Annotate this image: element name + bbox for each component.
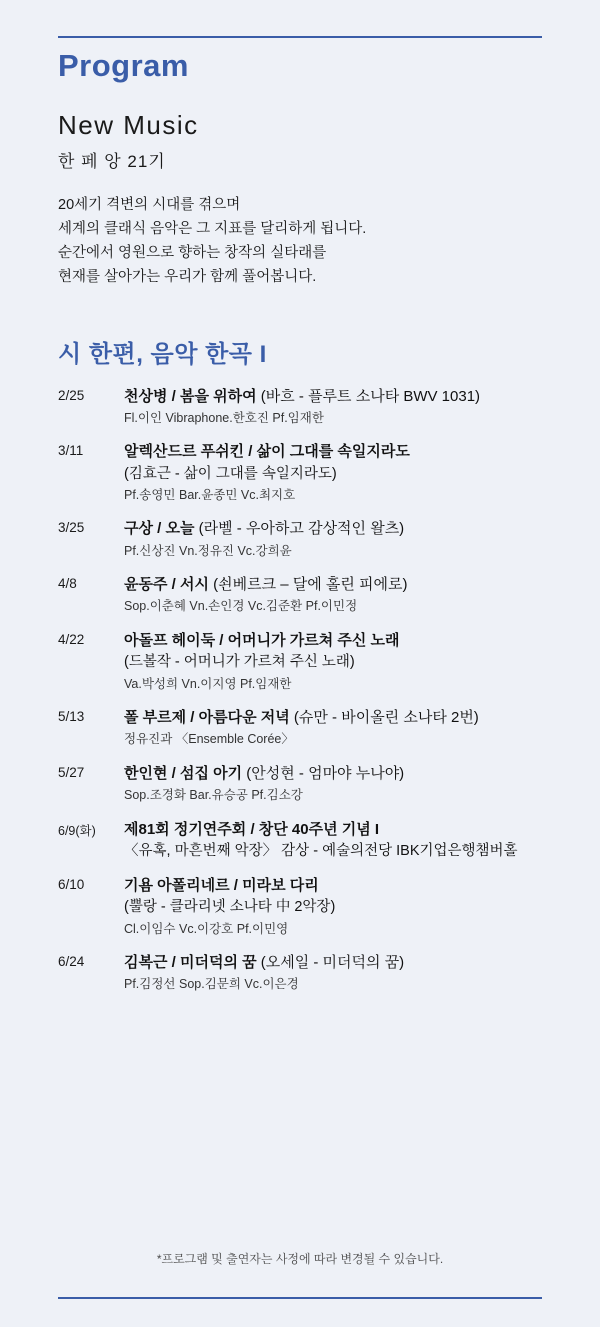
section-heading: 시 한편, 음악 한곡 I xyxy=(58,340,267,368)
item-title xyxy=(124,764,542,784)
item-title-light: (라벨 - 우아하고 감상적인 왈츠) xyxy=(198,520,405,538)
item-performers: Fl.이인 Vibraphone.한호진 Pf.임재한 xyxy=(124,410,324,425)
list-item xyxy=(58,631,542,693)
list-item xyxy=(58,820,542,862)
item-title-bold: 구상 / 오늘 xyxy=(124,520,199,538)
item-title xyxy=(124,820,542,840)
program-list xyxy=(58,387,542,994)
list-item xyxy=(58,442,542,504)
item-subtitle: (드볼작 - 어머니가 가르쳐 주신 노래) xyxy=(124,654,355,671)
item-title-bold: 한인현 / 섬집 아기 xyxy=(124,764,247,782)
item-performers: Va.박성희 Vn.이지영 Pf.임재한 xyxy=(124,676,292,691)
page-title: Program xyxy=(58,48,189,83)
item-performers: Cl.이임수 Vc.이강호 Pf.이민영 xyxy=(124,921,289,936)
item-title xyxy=(124,575,542,595)
item-title xyxy=(124,876,542,896)
item-body xyxy=(124,820,542,862)
item-body xyxy=(124,708,542,749)
intro-line-4: 현재를 살아가는 우리가 함께 풀어봅니다. xyxy=(58,268,317,285)
item-title-bold: 천상병 / 봄을 위하여 xyxy=(124,387,261,405)
item-date: 2/25 xyxy=(58,387,85,403)
item-body xyxy=(124,953,542,994)
item-title-light: (바흐 - 플루트 소나타 BWV 1031) xyxy=(260,387,481,405)
item-title-bold: 제81회 정기연주회 / 창단 40주년 기념 I xyxy=(124,820,380,838)
item-performers: Pf.김정선 Sop.김문희 Vc.이은경 xyxy=(124,977,299,992)
item-performers: Pf.신상진 Vn.정유진 Vc.강희윤 xyxy=(124,543,292,558)
item-body xyxy=(124,876,542,938)
item-date: 6/24 xyxy=(58,954,85,970)
item-performers: Sop.조경화 Bar.유승공 Pf.김소강 xyxy=(124,788,303,803)
item-body xyxy=(124,519,542,560)
footnote: *프로그램 및 출연자는 사정에 따라 변경될 수 있습니다. xyxy=(156,1252,444,1266)
intro-line-1: 20세기 격변의 시대를 겪으며 xyxy=(58,197,241,213)
item-body xyxy=(124,387,542,428)
series-title: New Music xyxy=(58,110,199,140)
list-item xyxy=(58,876,542,938)
item-subtitle: (김효근 - 삶이 그대를 속일지라도) xyxy=(124,465,337,482)
item-title-bold: 아돌프 헤이둑 / 어머니가 가르쳐 주신 노래 xyxy=(124,631,400,649)
item-body xyxy=(124,631,542,693)
intro-text xyxy=(58,194,542,290)
item-performers: Sop.이춘혜 Vn.손인경 Vc.김준환 Pf.이민정 xyxy=(124,599,358,614)
item-title xyxy=(124,387,542,407)
item-title xyxy=(124,708,542,728)
item-title-bold: 기욤 아폴리네르 / 미라보 다리 xyxy=(124,877,319,895)
item-date: 4/8 xyxy=(58,576,77,592)
item-performers: Pf.송영민 Bar.윤종민 Vc.최지호 xyxy=(124,487,296,502)
item-body xyxy=(124,442,542,504)
item-performers: 정유진과 〈Ensemble Corée〉 xyxy=(124,732,294,747)
item-title-bold: 김복근 / 미더덕의 꿈 xyxy=(124,954,261,972)
list-item xyxy=(58,708,542,749)
item-title-bold: 폴 부르제 / 아름다운 저녁 xyxy=(124,709,294,727)
top-divider xyxy=(58,36,542,38)
item-date: 5/27 xyxy=(58,764,85,780)
item-title xyxy=(124,953,542,973)
list-item xyxy=(58,575,542,616)
item-title-light: (안성현 - 엄마야 누나야) xyxy=(246,764,405,782)
item-date: 3/25 xyxy=(58,520,85,536)
series-subtitle: 한 페 앙 21기 xyxy=(58,152,166,171)
intro-line-2: 세계의 클래식 음악은 그 지표를 달리하게 됩니다. xyxy=(58,220,367,237)
item-title xyxy=(124,631,542,651)
item-date: 6/10 xyxy=(58,877,85,893)
item-date: 6/9(화) xyxy=(58,823,96,838)
item-title-light: (오세일 - 미더덕의 꿈) xyxy=(260,954,405,972)
item-date: 3/11 xyxy=(58,443,84,459)
item-date: 5/13 xyxy=(58,709,85,725)
item-subtitle: 〈유혹, 마흔번째 악장〉 감상 - 예술의전당 IBK기업은행챔버홀 xyxy=(124,842,518,859)
item-title xyxy=(124,442,542,462)
item-title-light: (쇤베르크 – 달에 홀린 피에로) xyxy=(213,576,408,594)
intro-line-3: 순간에서 영원으로 향하는 창작의 실타래를 xyxy=(58,244,327,261)
item-title-light: (슈만 - 바이올린 소나타 2번) xyxy=(293,709,479,727)
item-date: 4/22 xyxy=(58,631,85,647)
item-body xyxy=(124,575,542,616)
item-title-bold: 윤동주 / 서시 xyxy=(124,576,214,594)
list-item xyxy=(58,764,542,805)
item-subtitle: (뿔랑 - 클라리넷 소나타 中 2악장) xyxy=(124,899,336,916)
item-body xyxy=(124,764,542,805)
bottom-divider xyxy=(58,1297,542,1299)
list-item xyxy=(58,953,542,994)
item-title xyxy=(124,519,542,539)
list-item xyxy=(58,519,542,560)
list-item xyxy=(58,387,542,428)
item-title-bold: 알렉산드르 푸쉬킨 / 삶이 그대를 속일지라도 xyxy=(124,443,410,461)
